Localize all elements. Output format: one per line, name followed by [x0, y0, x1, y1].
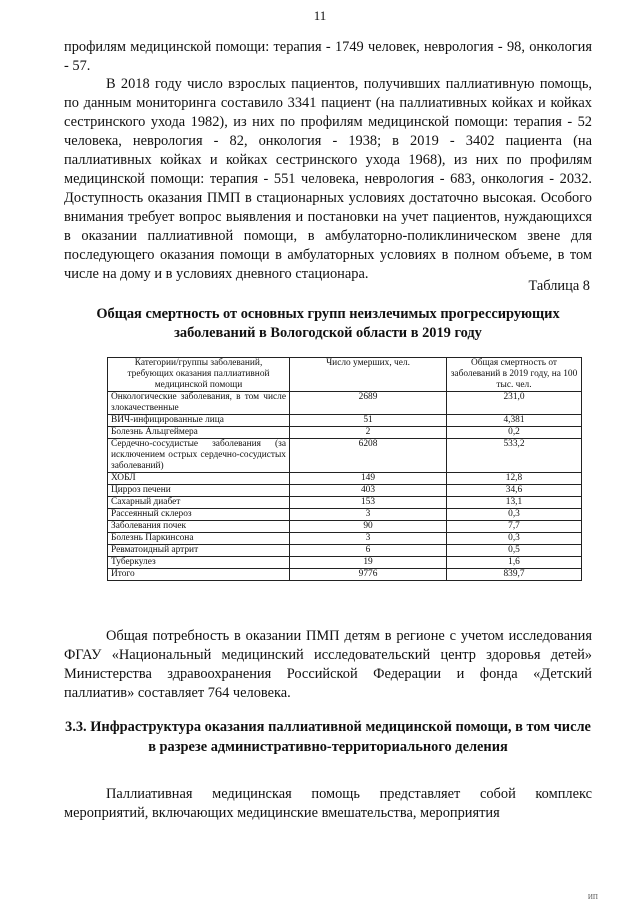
table-row [108, 509, 582, 521]
row-rate: 0,2 [447, 427, 582, 439]
row-rate: 7,7 [447, 521, 582, 533]
row-rate: 1,6 [447, 557, 582, 569]
row-deaths: 51 [290, 415, 447, 427]
row-rate: 0,3 [447, 533, 582, 545]
header-deaths: Число умерших, чел. [290, 358, 447, 392]
table-total-row [108, 569, 582, 581]
row-deaths: 9776 [290, 569, 447, 581]
row-rate: 533,2 [447, 439, 582, 473]
row-category: Сердечно-сосудистые заболевания (за исключением острых сердечно-сосудистых заболеваний) [108, 439, 290, 473]
row-category: Онкологические заболевания, в том числе злокачественные [108, 392, 290, 415]
row-category: Заболевания почек [108, 521, 290, 533]
row-category: Ревматоидный артрит [108, 545, 290, 557]
header-rate: Общая смертность от заболеваний в 2019 году, на 100 тыс. чел. [447, 358, 582, 392]
row-category: ХОБЛ [108, 473, 290, 485]
row-category: Цирроз печени [108, 485, 290, 497]
table-row [108, 473, 582, 485]
page-number: 11 [313, 8, 327, 23]
table-row [108, 497, 582, 509]
footer-mark: ИП [587, 893, 598, 901]
row-deaths: 2 [290, 427, 447, 439]
row-deaths: 6 [290, 545, 447, 557]
section-heading: 3.3. Инфраструктура оказания паллиативной медицинской помощи, в том числе в разрезе административно-территориального деления [65, 719, 591, 755]
paragraph-children-need: Общая потребность в оказании ПМП детям в регионе с учетом исследования ФГАУ «Национальный медицинский исследовательский центр здоровья детей» Министерства здравоохранения Российской Федерации и фонда «Детский паллиатив» составляет 764 человека. [64, 628, 592, 701]
row-rate: 4,381 [447, 415, 582, 427]
table-row [108, 533, 582, 545]
table-row [108, 427, 582, 439]
row-deaths: 90 [290, 521, 447, 533]
table-row [108, 439, 582, 473]
row-rate: 0,3 [447, 509, 582, 521]
row-deaths: 403 [290, 485, 447, 497]
paragraph-palliative-definition: Паллиативная медицинская помощь представляет собой комплекс мероприятий, включающих медицинские вмешательства, мероприятия [64, 786, 592, 821]
row-category: Болезнь Паркинсона [108, 533, 290, 545]
table-row [108, 557, 582, 569]
row-rate: 13,1 [447, 497, 582, 509]
row-deaths: 19 [290, 557, 447, 569]
row-category: Рассеянный склероз [108, 509, 290, 521]
row-deaths: 2689 [290, 392, 447, 415]
table-title: Общая смертность от основных групп неизлечимых прогрессирующих заболеваний в Вологодской области в 2019 году [96, 306, 560, 341]
table-row [108, 415, 582, 427]
row-category: Туберкулез [108, 557, 290, 569]
table-label: Таблица 8 [528, 278, 590, 294]
mortality-table [107, 357, 582, 581]
table-row [108, 545, 582, 557]
row-category: ВИЧ-инфицированные лица [108, 415, 290, 427]
row-deaths: 153 [290, 497, 447, 509]
row-rate: 839,7 [447, 569, 582, 581]
row-rate: 0,5 [447, 545, 582, 557]
paragraph-profiles: профилям медицинской помощи: терапия - 1749 человек, неврология - 98, онкология - 57. [64, 39, 592, 74]
table-row [108, 392, 582, 415]
paragraph-2018-2019: В 2018 году число взрослых пациентов, получивших паллиативную помощь, по данным мониторинга составило 3341 пациент (на паллиативных койках и койках сестринского ухода 1982), из них по профилям медицинской помощи: терапия - 52 человека, неврология - 82, онкология - 1938; в 2019 - 3402 пациента (на паллиативных койках и койках сестринского ухода 1968), из них по профилям медицинской помощи: терапия - 551 человека, неврология - 683, онкология - 2032. Доступность оказания ПМП в стационарных условиях достаточно высокая. Особого внимания требует вопрос выявления и постановки на учет пациентов, нуждающихся в оказании паллиативной помощи, в амбулаторно-поликлиническом звене для последующего оказания помощи в амбулаторных условиях в полном объеме, в том числе на дому и в условиях дневного стационара. [64, 76, 592, 282]
row-rate: 12,8 [447, 473, 582, 485]
row-rate: 231,0 [447, 392, 582, 415]
row-deaths: 3 [290, 509, 447, 521]
table-header-row [108, 358, 582, 392]
table-row [108, 485, 582, 497]
row-category: Итого [108, 569, 290, 581]
row-deaths: 149 [290, 473, 447, 485]
row-category: Болезнь Альцгеймера [108, 427, 290, 439]
row-deaths: 3 [290, 533, 447, 545]
row-category: Сахарный диабет [108, 497, 290, 509]
table-row [108, 521, 582, 533]
row-deaths: 6208 [290, 439, 447, 473]
header-category: Категории/группы заболеваний, требующих оказания паллиативной медицинской помощи [108, 358, 290, 392]
row-rate: 34,6 [447, 485, 582, 497]
